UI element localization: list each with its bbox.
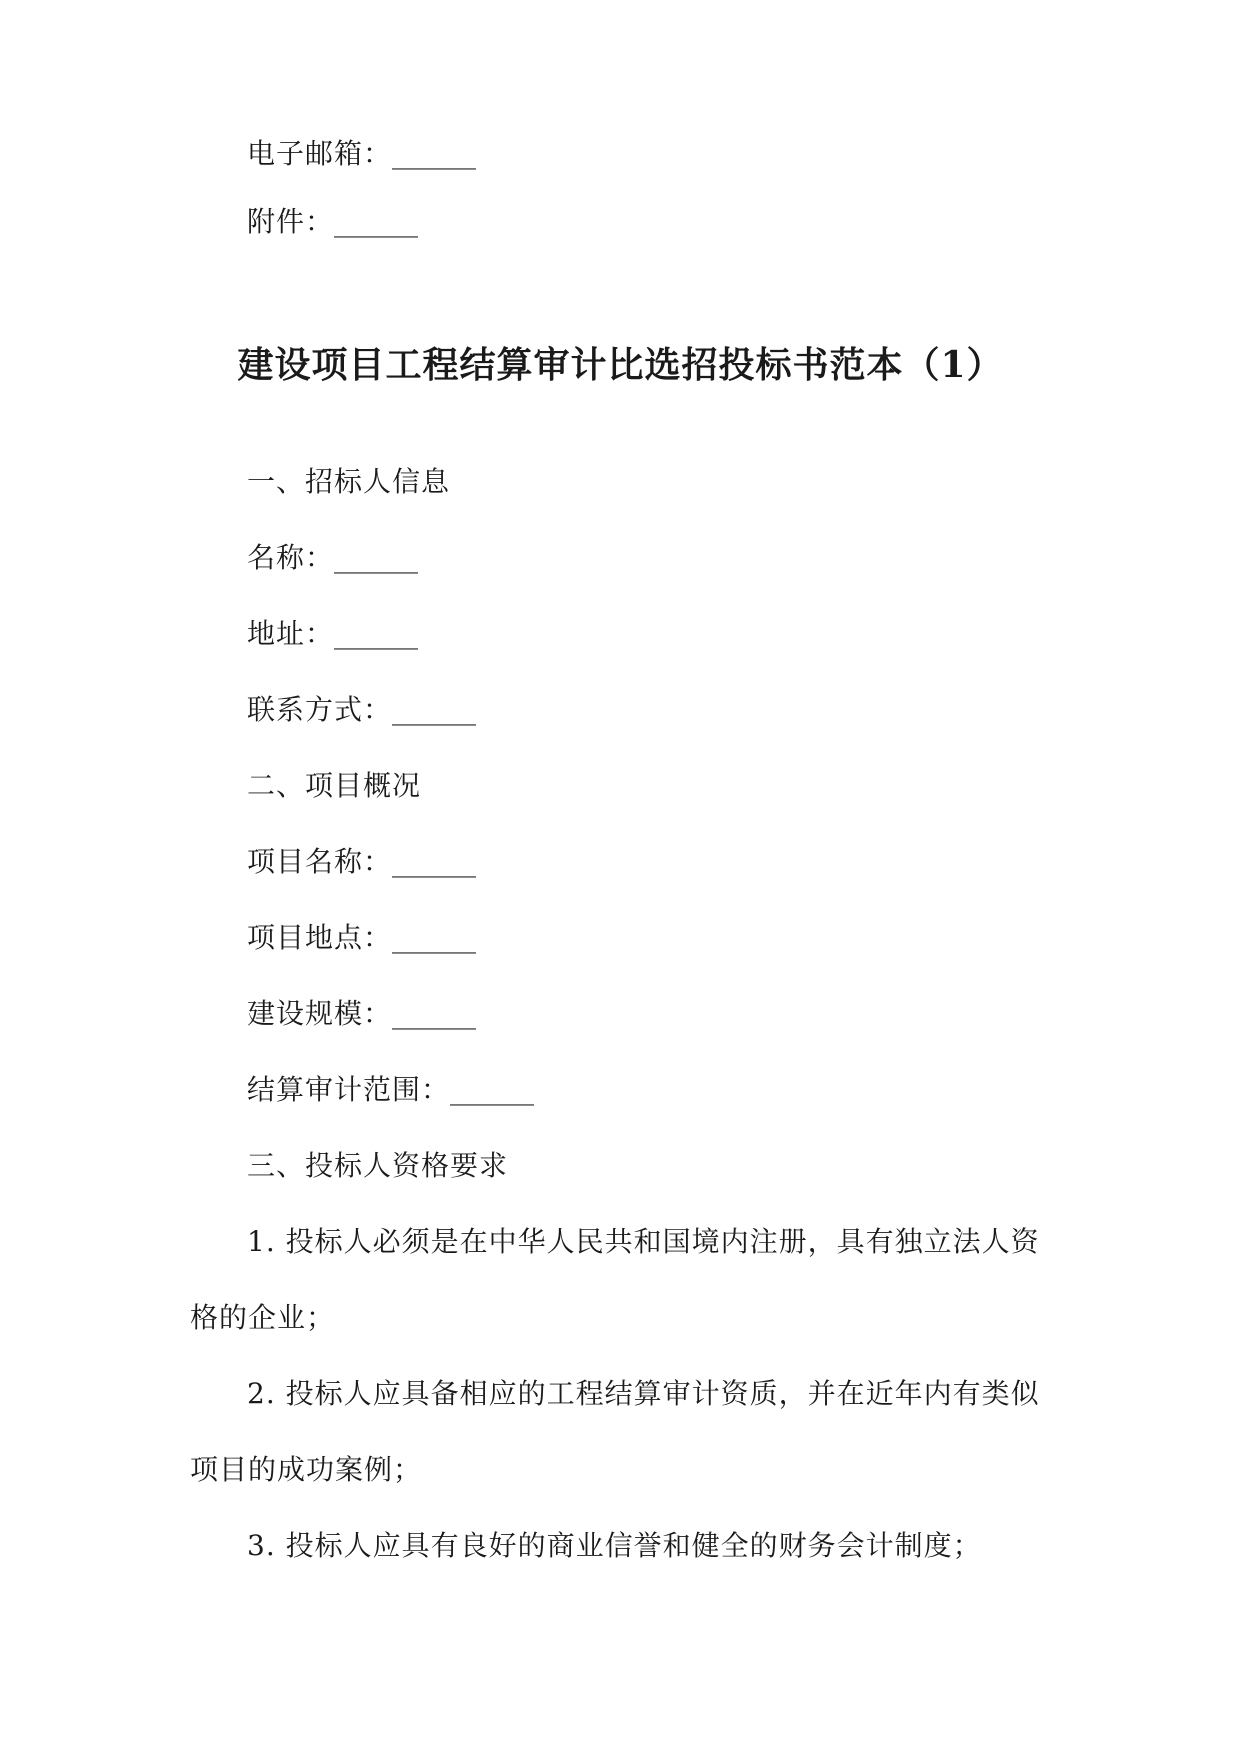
contact-field-line — [247, 690, 476, 730]
email-field-line — [247, 134, 476, 174]
name-label: 名称： — [247, 541, 335, 574]
name-field-line — [247, 538, 418, 578]
section3-heading: 三、投标人资格要求 — [247, 1149, 509, 1182]
requirement-1-line-2: 格的企业； — [190, 1301, 336, 1334]
requirement-3-line-1: 3. 投标人应具有良好的商业信誉和健全的财务会计制度； — [247, 1529, 982, 1562]
address-blank: ______ — [334, 617, 419, 650]
project-location-blank: ______ — [392, 921, 477, 954]
attachment-label: 附件： — [247, 205, 335, 238]
project-name-blank: ______ — [392, 845, 477, 878]
audit-scope-label: 结算审计范围： — [247, 1073, 451, 1106]
requirement-1-line-1: 1. 投标人必须是在中华人民共和国境内注册，具有独立法人资 — [247, 1225, 1040, 1258]
email-blank: ______ — [392, 137, 477, 170]
project-location-label: 项目地点： — [247, 921, 393, 954]
project-location-field-line — [247, 918, 476, 958]
project-name-label: 项目名称： — [247, 845, 393, 878]
requirement-2-line-2: 项目的成功案例； — [190, 1453, 423, 1486]
contact-label: 联系方式： — [247, 693, 393, 726]
audit-scope-blank: ______ — [450, 1073, 535, 1106]
email-label: 电子邮箱： — [247, 137, 393, 170]
address-field-line — [247, 614, 418, 654]
name-blank: ______ — [334, 541, 419, 574]
address-label: 地址： — [247, 617, 335, 650]
construction-scale-label: 建设规模： — [247, 997, 393, 1030]
construction-scale-blank: ______ — [392, 997, 477, 1030]
audit-scope-field-line — [247, 1070, 534, 1110]
section2-heading: 二、项目概况 — [247, 769, 422, 802]
section1-heading: 一、招标人信息 — [247, 465, 451, 498]
document-title: 建设项目工程结算审计比选招投标书范本（1） — [237, 344, 1004, 386]
attachment-blank: ______ — [334, 205, 419, 238]
project-name-field-line — [247, 842, 476, 882]
contact-blank: ______ — [392, 693, 477, 726]
construction-scale-field-line — [247, 994, 476, 1034]
attachment-field-line — [247, 202, 418, 242]
requirement-2-line-1: 2. 投标人应具备相应的工程结算审计资质，并在近年内有类似 — [247, 1377, 1040, 1410]
